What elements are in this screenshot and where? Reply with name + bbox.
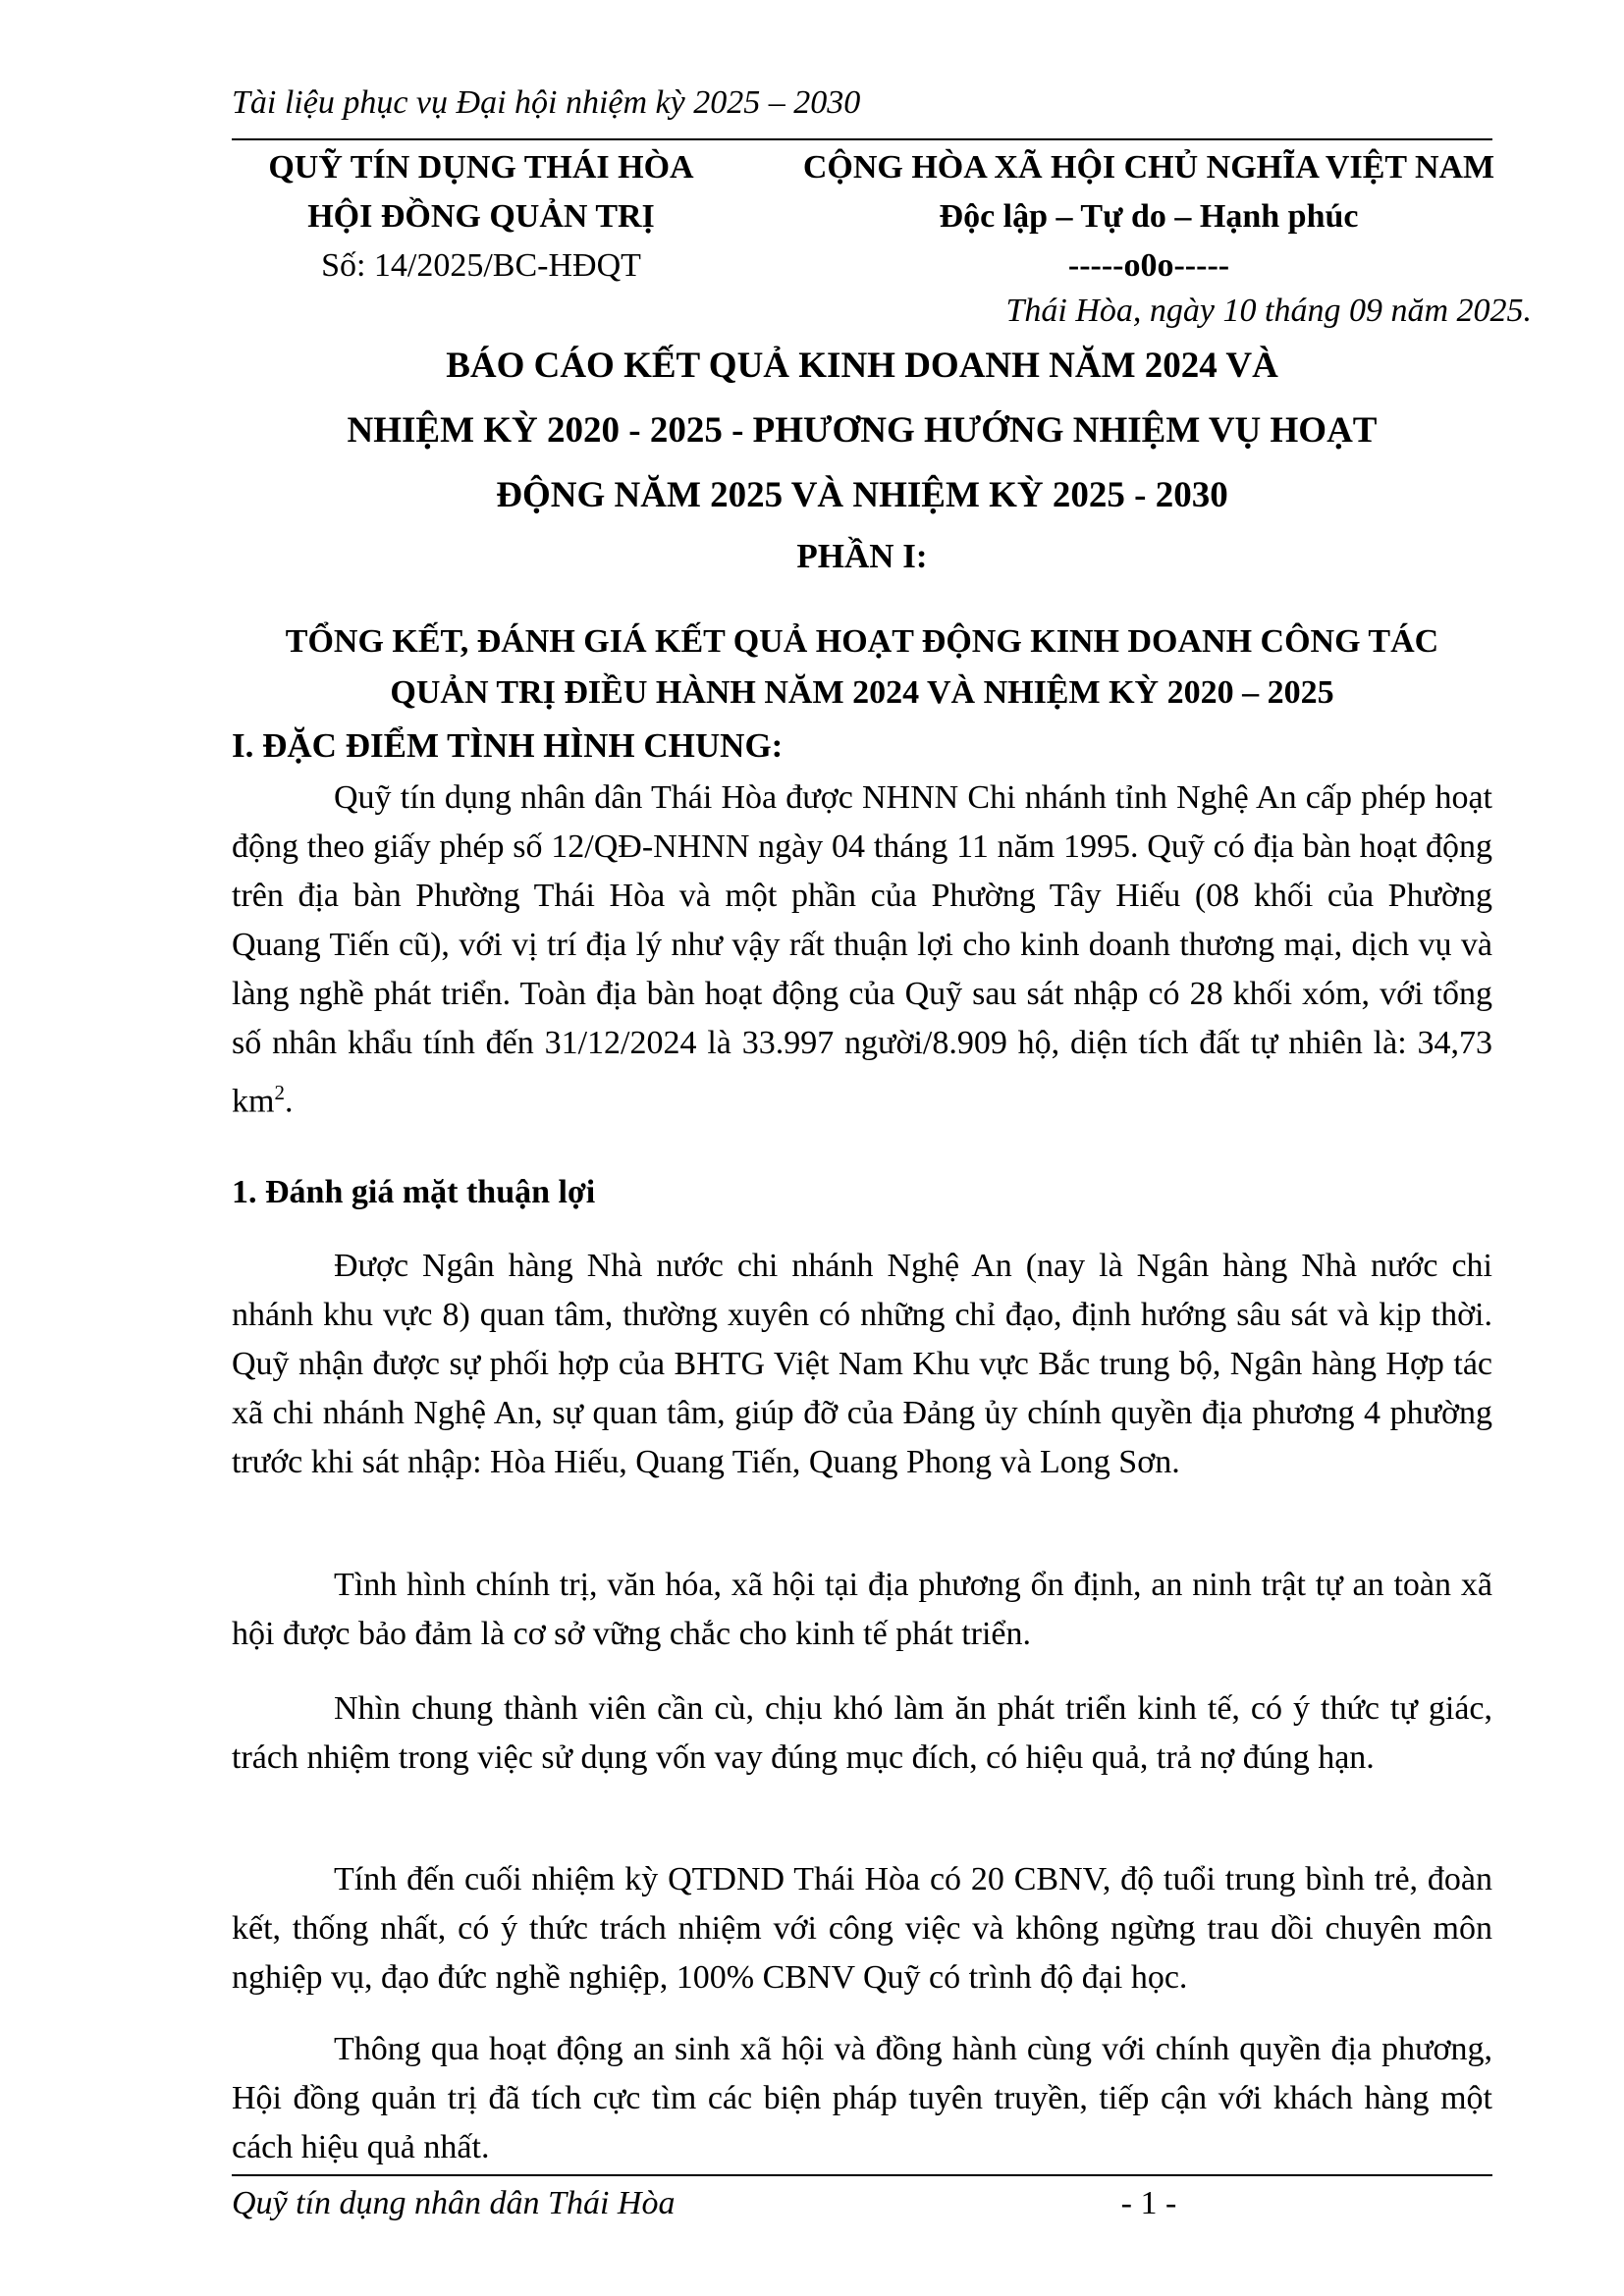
nation-separator: -----o0o----- xyxy=(1067,247,1230,284)
intro-paragraph xyxy=(232,774,1492,1126)
part-heading: PHẦN I: xyxy=(796,537,928,575)
nation-name: CỘNG HÒA XÃ HỘI CHỦ NGHĨA VIỆT NAM xyxy=(802,149,1495,186)
header-rule xyxy=(232,138,1492,140)
part-subtitle-line: TỔNG KẾT, ĐÁNH GIÁ KẾT QUẢ HOẠT ĐỘNG KINH DOANH CÔNG TÁC xyxy=(285,623,1439,660)
subsection-heading: 1. Đánh giá mặt thuận lợi xyxy=(232,1174,596,1210)
footer-rule xyxy=(232,2174,1492,2176)
footer-organization: Quỹ tín dụng nhân dân Thái Hòa xyxy=(232,2185,676,2221)
intro-text: Quỹ tín dụng nhân dân Thái Hòa được NHNN Chi nhánh tỉnh Nghệ An cấp phép hoạt động theo giấy phép số 12/QĐ-NHNN ngày 04 tháng 11 năm 1995. Quỹ có địa bàn hoạt động trên địa bàn Phường Thái Hòa và một phần của Phường Tây Hiếu (08 khối của Phường Quang Tiến cũ), với vị trí địa lý như vậy rất thuận lợi cho kinh doanh thương mại, dịch vụ và làng nghề phát triển. Toàn địa bàn hoạt động của Quỹ sau sát nhập có 28 khối xóm, với tổng số nhân khẩu tính đến 31/12/2024 là 33.997 người/8.909 hộ, diện tích đất tự nhiên là: 34,73 km xyxy=(232,779,1492,1120)
report-title xyxy=(232,334,1492,528)
nation-motto: Độc lập – Tự do – Hạnh phúc xyxy=(939,198,1359,235)
body-paragraph: Tính đến cuối nhiệm kỳ QTDND Thái Hòa có 20 CBNV, độ tuổi trung bình trẻ, đoàn kết, thống nhất, có ý thức trách nhiệm với công việc và không ngừng trau dồi chuyên môn nghiệp vụ, đạo đức nghề nghiệp, 100% CBNV Quỹ có trình độ đại học. xyxy=(232,1861,1492,1996)
national-heading-block xyxy=(746,143,1551,291)
body-paragraph: Nhìn chung thành viên cần cù, chịu khó làm ăn phát triển kinh tế, có ý thức tự giác, trách nhiệm trong việc sử dụng vốn vay đúng mục đích, có hiệu quả, trả nợ đúng hạn. xyxy=(232,1690,1492,1776)
intro-end: . xyxy=(284,1083,294,1120)
report-title-line: ĐỘNG NĂM 2025 VÀ NHIỆM KỲ 2025 - 2030 xyxy=(496,475,1228,515)
report-title-line: BÁO CÁO KẾT QUẢ KINH DOANH NĂM 2024 VÀ xyxy=(446,346,1278,386)
body-paragraph: Thông qua hoạt động an sinh xã hội và đồng hành cùng với chính quyền địa phương, Hội đồng quản trị đã tích cực tìm các biện pháp tuyên truyền, tiếp cận với khách hàng một cách hiệu quả nhất. xyxy=(232,2031,1492,2165)
org-board: HỘI ĐỒNG QUẢN TRỊ xyxy=(307,198,655,235)
doc-number: Số: 14/2025/BC-HĐQT xyxy=(321,247,641,284)
section-heading: I. ĐẶC ĐIỂM TÌNH HÌNH CHUNG: xyxy=(232,726,784,765)
organization-block xyxy=(226,143,736,291)
page-number: - 1 - xyxy=(1120,2185,1177,2221)
date-line: Thái Hòa, ngày 10 tháng 09 năm 2025. xyxy=(1005,293,1532,329)
part-subtitle xyxy=(232,616,1492,719)
area-superscript: 2 xyxy=(274,1081,285,1104)
page-header: Tài liệu phục vụ Đại hội nhiệm kỳ 2025 – 2030 xyxy=(232,84,861,121)
part-subtitle-line: QUẢN TRỊ ĐIỀU HÀNH NĂM 2024 VÀ NHIỆM KỲ 2020 – 2025 xyxy=(390,674,1334,711)
body-paragraph: Được Ngân hàng Nhà nước chi nhánh Nghệ An (nay là Ngân hàng Nhà nước chi nhánh khu vực 8) quan tâm, thường xuyên có những chỉ đạo, định hướng sâu sát và kịp thời. Quỹ nhận được sự phối hợp của BHTG Việt Nam Khu vực Bắc trung bộ, Ngân hàng Hợp tác xã chi nhánh Nghệ An, sự quan tâm, giúp đỡ của Đảng ủy chính quyền địa phương 4 phường trước khi sát nhập: Hòa Hiếu, Quang Tiến, Quang Phong và Long Sơn. xyxy=(232,1248,1492,1480)
body-paragraph: Tình hình chính trị, văn hóa, xã hội tại địa phương ổn định, an ninh trật tự an toàn xã hội được bảo đảm là cơ sở vững chắc cho kinh tế phát triển. xyxy=(232,1567,1492,1652)
report-title-line: NHIỆM KỲ 2020 - 2025 - PHƯƠNG HƯỚNG NHIỆM VỤ HOẠT xyxy=(347,410,1378,451)
org-name: QUỸ TÍN DỤNG THÁI HÒA xyxy=(268,149,694,186)
